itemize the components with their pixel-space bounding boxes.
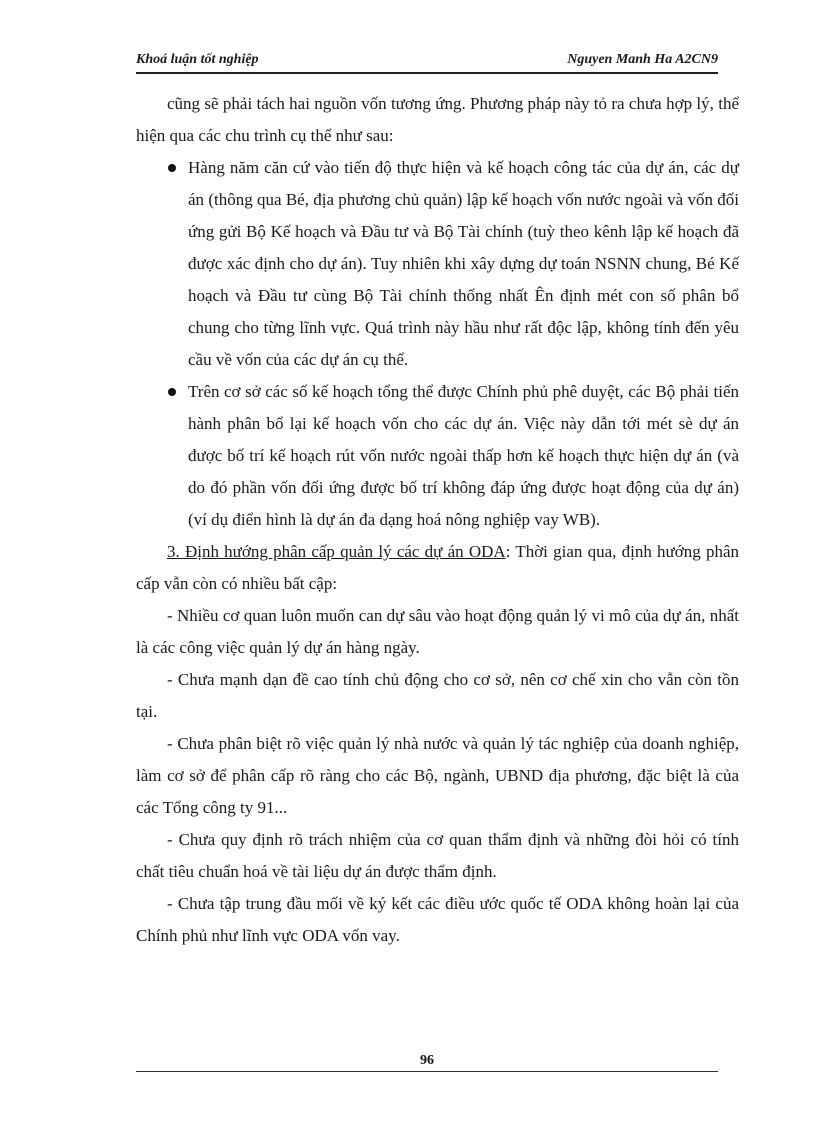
bullet-icon [168, 164, 176, 172]
bullet-item [136, 152, 739, 376]
dash-item: - Nhiều cơ quan luôn muốn can dự sâu vào hoạt động quản lý vi mô của dự án, nhất là các công việc quản lý dự án hàng ngày. [136, 606, 739, 657]
page-footer [136, 1053, 718, 1072]
intro-paragraph: cũng sẽ phải tách hai nguồn vốn tương ứng. Phương pháp này tỏ ra chưa hợp lý, thể hiện qua các chu trình cụ thể như sau: [136, 94, 739, 145]
page-body [136, 88, 739, 952]
dash-item: - Chưa mạnh dạn đề cao tính chủ động cho cơ sở, nên cơ chế xin cho vẫn còn tồn tại. [136, 670, 739, 721]
dash-item: - Chưa phân biệt rõ việc quản lý nhà nước và quản lý tác nghiệp của doanh nghiệp, làm cơ sở để phân cấp rõ ràng cho các Bộ, ngành, UBND địa phương, đặc biệt là của các Tổng công ty 91... [136, 734, 739, 817]
bullet-list [136, 152, 739, 536]
dash-item: - Chưa tập trung đầu mối về ký kết các điều ước quốc tế ODA không hoàn lại của Chính phủ như lĩnh vực ODA vốn vay. [136, 894, 739, 945]
header-author: Nguyen Manh Ha A2CN9 [567, 52, 718, 67]
page-header [136, 50, 718, 74]
bullet-text: Trên cơ sở các số kế hoạch tổng thể được Chính phủ phê duyệt, các Bộ phải tiến hành phân bổ lại kế hoạch vốn cho các dự án. Việc này dẫn tới mét sè dự án được bố trí kế hoạch rút vốn nước ngoài thấp hơn kế hoạch thực hiện dự án (và do đó phần vốn đối ứng được bố trí không đáp ứng được hoạt động của dự án) (ví dụ điển hình là dự án đa dạng hoá nông nghiệp vay WB). [188, 382, 739, 529]
bullet-item [136, 376, 739, 536]
page-number: 96 [420, 1053, 434, 1068]
section-3-paragraph [136, 536, 739, 600]
bullet-text: Hàng năm căn cứ vào tiến độ thực hiện và kế hoạch công tác của dự án, các dự án (thông qua Bé, địa phương chủ quản) lập kế hoạch vốn nước ngoài và vốn đối ứng gửi Bộ Kế hoạch và Đầu tư và Bộ Tài chính (tuỳ theo kênh lập kế hoạch đã được xác định cho dự án). Tuy nhiên khi xây dựng dự toán NSNN chung, Bé Kế hoạch và Đầu tư cùng Bộ Tài chính thống nhất Ên định mét con số phân bổ chung cho từng lĩnh vực. Quá trình này hầu như rất độc lập, không tính đến yêu cầu về vốn của các dự án cụ thể. [188, 158, 739, 369]
header-thesis-title: Khoá luận tốt nghiệp [136, 52, 259, 67]
section-3-text: : Thời gian qua, định hướng phân cấp vẫn còn có nhiều bất cập: [136, 542, 739, 593]
section-3-heading: 3. Định hướng phân cấp quản lý các dự án ODA [167, 542, 506, 561]
dash-item: - Chưa quy định rõ trách nhiệm của cơ quan thẩm định và những đòi hỏi có tính chất tiêu chuẩn hoá về tài liệu dự án được thẩm định. [136, 830, 739, 881]
bullet-icon [168, 388, 176, 396]
